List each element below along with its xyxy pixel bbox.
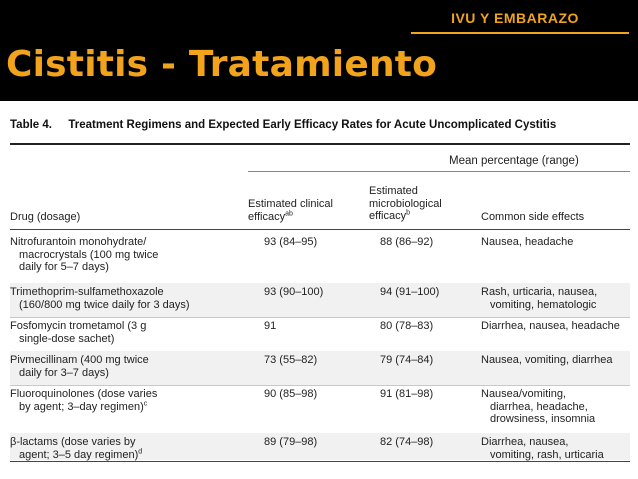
drug-line: agent; 3–5 day regimen)$^d$ — [19, 447, 143, 461]
table-bottom-rule — [10, 461, 630, 462]
section-badge: IVU Y EMBARAZO — [451, 10, 579, 26]
drug-line: Nitrofurantoin monohydrate/ — [10, 236, 147, 248]
row-divider — [10, 385, 630, 386]
side-effect-line: drowsiness, insomnia — [490, 413, 596, 425]
table-cell-micro: 79 (74–84) — [380, 354, 434, 366]
table-caption-text: Treatment Regimens and Expected Early Efficacy Rates for Acute Uncomplicated Cystitis — [68, 119, 557, 131]
drug-line: Fluoroquinolones (dose varies — [10, 388, 158, 400]
clinical-header-text: efficacy — [248, 210, 286, 223]
table-cell-clinical: 93 (84–95) — [264, 236, 318, 248]
drug-line: Pivmecillinam (400 mg twice — [10, 354, 149, 366]
table-cell-side-effects — [481, 236, 573, 249]
table-cell-micro: 80 (78–83) — [380, 320, 434, 332]
table-top-rule — [10, 143, 630, 145]
table-cell-side-effects — [481, 320, 620, 333]
footnote-marker: c — [143, 399, 148, 407]
table-cell-clinical: 89 (79–98) — [264, 436, 318, 448]
table-cell-side-effects — [481, 436, 604, 461]
micro-header-line2: microbiological — [369, 197, 442, 210]
drug-line: single-dose sachet) — [19, 332, 115, 345]
slide-title: Cistitis - Tratamiento — [6, 44, 438, 85]
side-effect-line: Nausea, vomiting, diarrhea — [481, 354, 613, 366]
clinical-header-sup: ab — [285, 209, 293, 217]
micro-header-sup: b — [406, 209, 410, 217]
micro-header-line3 — [369, 210, 442, 223]
group-header: Mean percentage (range) — [449, 155, 579, 167]
header-bottom-rule — [10, 229, 630, 230]
clinical-header-line2 — [248, 211, 333, 224]
table-cell-side-effects — [481, 286, 597, 311]
clinical-header-line1: Estimated clinical — [248, 198, 333, 210]
table-cell-micro: 91 (81–98) — [380, 388, 434, 400]
drug-line: macrocrystals (100 mg twice — [19, 248, 159, 261]
row-divider — [10, 317, 630, 318]
column-header-micro — [369, 185, 442, 223]
table-cell-drug — [10, 236, 158, 274]
side-effect-line: vomiting, hematologic — [490, 298, 597, 311]
table-cell-drug — [10, 388, 157, 413]
table-cell-micro: 88 (86–92) — [380, 236, 434, 248]
table-cell-side-effects — [481, 354, 612, 367]
table-cell-micro: 82 (74–98) — [380, 436, 434, 448]
table-cell-clinical: 91 — [264, 320, 277, 332]
footnote-marker: d — [138, 447, 143, 455]
column-header-side-effects: Common side effects — [481, 211, 585, 223]
drug-line: β-lactams (dose varies by — [10, 436, 136, 448]
side-effect-line: Diarrhea, nausea, headache — [481, 320, 620, 332]
drug-line: daily for 3–7 days) — [19, 366, 109, 379]
side-effect-line: diarrhea, headache, — [490, 400, 588, 413]
table-caption-label: Table 4. — [10, 119, 52, 131]
drug-line: Fosfomycin trometamol (3 g — [10, 320, 147, 332]
side-effect-line: Nausea, headache — [481, 236, 574, 248]
table-cell-clinical: 73 (55–82) — [264, 354, 318, 366]
table-cell-drug — [10, 436, 142, 461]
side-effect-line: Diarrhea, nausea, — [481, 436, 569, 448]
side-effect-line: Nausea/vomiting, — [481, 388, 566, 400]
column-header-drug: Drug (dosage) — [10, 211, 81, 223]
side-effect-line: vomiting, rash, urticaria — [490, 448, 604, 461]
table-cell-drug — [10, 320, 146, 345]
drug-line: by agent; 3–day regimen)$^c$ — [19, 399, 148, 413]
table-cell-side-effects — [481, 388, 595, 426]
drug-line: (160/800 mg twice daily for 3 days) — [19, 298, 190, 311]
table-cell-drug — [10, 286, 190, 311]
drug-line: daily for 5–7 days) — [19, 261, 109, 273]
side-effect-line: Rash, urticaria, nausea, — [481, 286, 598, 298]
micro-header-line1: Estimated — [369, 185, 418, 197]
badge-underline — [411, 32, 629, 34]
table-caption — [10, 119, 556, 131]
table-cell-clinical: 90 (85–98) — [264, 388, 318, 400]
column-header-clinical — [248, 198, 333, 223]
table-cell-drug — [10, 354, 149, 379]
micro-header-text: efficacy — [369, 210, 407, 222]
group-header-rule — [248, 171, 630, 172]
table-cell-micro: 94 (91–100) — [380, 286, 440, 298]
table-cell-clinical: 93 (90–100) — [264, 286, 324, 298]
drug-line: Trimethoprim-sulfamethoxazole — [10, 286, 164, 298]
